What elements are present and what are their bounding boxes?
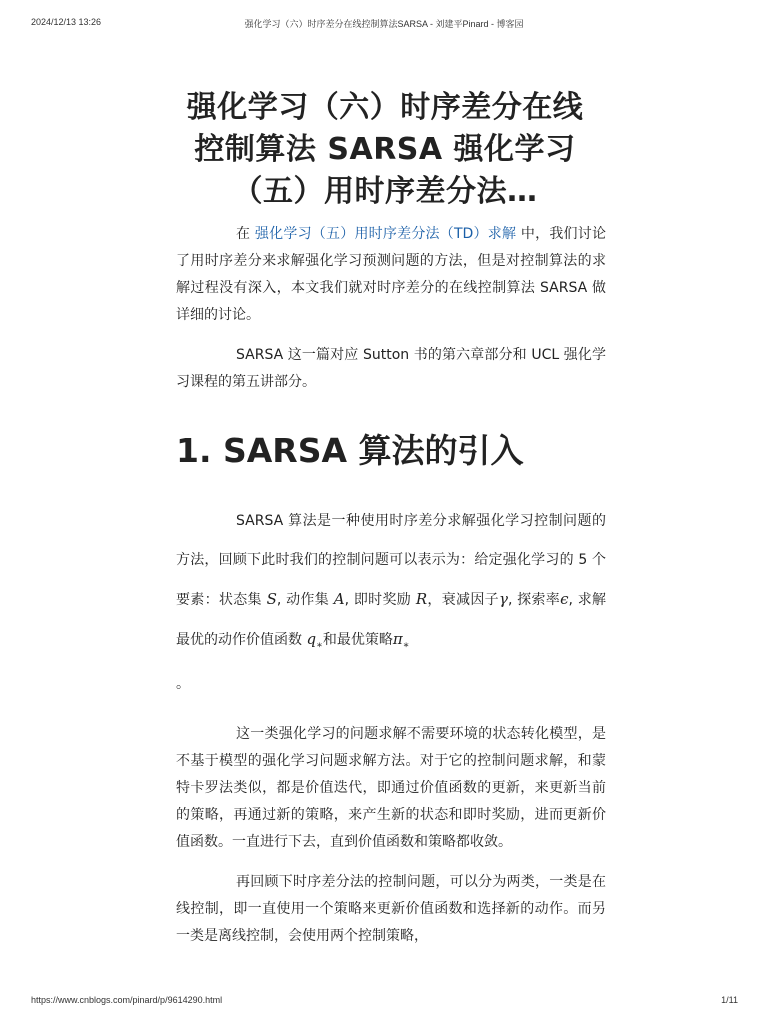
problem-text: , 即时奖励 xyxy=(344,592,416,608)
print-date: 2024/12/13 13:26 xyxy=(31,17,102,27)
problem-text: ，衰减因子 xyxy=(427,592,499,608)
course-paragraph: SARSA 这一篇对应 Sutton 书的第六章部分和 UCL 强化学习课程的第五讲部分。 xyxy=(176,347,606,390)
intro-text-pre: 在 xyxy=(236,226,255,242)
math-gamma: γ xyxy=(498,590,508,608)
math-q-star xyxy=(306,630,323,651)
math-R: R xyxy=(415,590,428,608)
td-control-paragraph: 再回顾下时序差分法的控制问题，可以分为两类，一类是在线控制，即一直使用一个策略来更新价值函数和选择新的动作。而另一类是离线控制，会使用两个控制策略， xyxy=(176,874,606,944)
problem-text: , 动作集 xyxy=(276,592,334,608)
math-pi: π xyxy=(392,630,403,648)
article-body xyxy=(176,221,606,950)
math-pi-subscript: ∗ xyxy=(402,640,410,651)
article-title[interactable]: 强化学习（六）时序差分在线控制算法 SARSA 强化学习（五）用时序差分法… xyxy=(186,90,584,209)
intro-paragraph xyxy=(176,221,606,329)
model-free-paragraph: 这一类强化学习的问题求解不需要环境的状态转化模型，是不基于模型的强化学习问题求解方法。对于它的控制问题求解，和蒙特卡罗法类似，都是价值迭代，即通过价值函数的更新，来更新当前的策略，再通过新的策略，来产生新的状态和即时奖励，进而更新价值函数。一直进行下去，直到价值函数和策略都收敛。 xyxy=(176,726,606,850)
problem-text: , 求解最优的动作价值函数 xyxy=(176,592,606,648)
print-header-title: 强化学习（六）时序差分在线控制算法SARSA - 刘建平Pinard - 博客园 xyxy=(244,19,524,29)
math-q: q xyxy=(306,630,317,648)
print-footer-url: https://www.cnblogs.com/pinard/p/9614290.html xyxy=(31,995,223,1005)
problem-paragraph xyxy=(176,502,606,704)
math-q-subscript: ∗ xyxy=(316,640,323,651)
problem-text: , 探索率 xyxy=(507,592,561,608)
problem-text-end: 。 xyxy=(176,676,190,692)
intro-link[interactable]: 强化学习（五）用时序差分法（TD）求解 xyxy=(254,226,517,242)
math-epsilon: ϵ xyxy=(560,590,569,608)
math-pi-star xyxy=(392,630,410,651)
problem-text: SARSA 算法是一种使用时序差分求解强化学习控制问题的方法，回顾下此时我们的控制问题可以表示为：给定强化学习的 5 个要素：状态集 xyxy=(176,513,606,608)
math-S: S xyxy=(266,590,277,608)
math-A: A xyxy=(333,590,345,608)
intro-text-post: 中，我们讨论了用时序差分来求解强化学习预测问题的方法，但是对控制算法的求解过程没有深入，本文我们就对时序差分的在线控制算法 SARSA 做详细的讨论。 xyxy=(176,226,606,323)
page-number: 1/11 xyxy=(721,995,738,1005)
section-heading: 1. SARSA 算法的引入 xyxy=(176,431,524,470)
problem-text: 和最优策略 xyxy=(322,632,393,648)
